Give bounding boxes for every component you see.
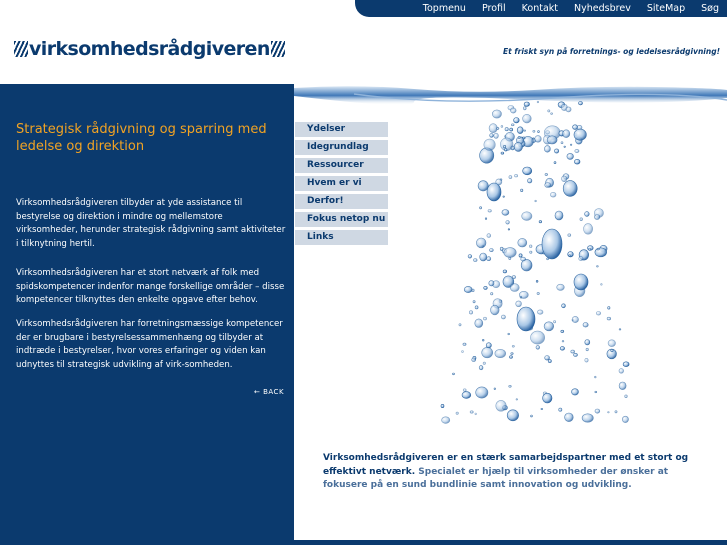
- bubble: [547, 136, 557, 144]
- bubble: [535, 200, 537, 202]
- bubble: [563, 130, 570, 138]
- bubble: [521, 189, 523, 192]
- logo-wordmark: virksomhedsrådgiveren: [29, 38, 270, 60]
- bubble: [542, 229, 562, 259]
- bubble: [480, 207, 482, 209]
- bubble: [585, 212, 590, 217]
- bubble: [491, 305, 500, 315]
- tagline: Et friskt syn på forretnings- og ledelsesrådgivning!: [503, 47, 720, 56]
- bubble: [463, 389, 466, 392]
- bubble: [509, 385, 512, 387]
- bubble: [456, 412, 458, 414]
- bubble: [516, 399, 518, 400]
- bubble: [479, 366, 483, 370]
- menu-derfor[interactable]: Derfor!: [295, 194, 388, 209]
- bubble: [503, 145, 505, 148]
- bubble: [585, 358, 588, 362]
- bubble: [536, 280, 538, 282]
- bubble: [571, 350, 575, 353]
- menu-ydelser[interactable]: Ydelser: [295, 122, 388, 137]
- bubble: [574, 159, 580, 164]
- bubble: [462, 392, 471, 399]
- bubble: [487, 257, 491, 261]
- bottom-summary-rest: Specialet er hjælp til virksomheder der ønsker at fokusere på en sund bundlinie samt innovation og udvikling.: [323, 466, 669, 490]
- bubble: [572, 389, 579, 395]
- bubble: [490, 249, 494, 252]
- bubble: [494, 388, 496, 390]
- bubble: [562, 340, 564, 342]
- bubble: [545, 173, 548, 175]
- bubble: [441, 404, 444, 407]
- bubble: [574, 129, 586, 140]
- bottom-summary-strong: Virksomhedsrådgiveren er en stærk samarbejdspartner med et stort og effektivt netværk.: [323, 453, 689, 477]
- bubble: [533, 138, 535, 139]
- bubble: [595, 391, 597, 393]
- bubble: [502, 210, 509, 216]
- bubble: [489, 124, 497, 133]
- bubble: [492, 110, 501, 118]
- bubble: [539, 221, 542, 223]
- bubble: [537, 292, 539, 294]
- bubble: [615, 411, 617, 413]
- bubble: [508, 333, 510, 335]
- bubble: [507, 410, 518, 421]
- bubble: [557, 284, 565, 290]
- bubble: [489, 281, 494, 286]
- logo-bars-right: [271, 41, 285, 57]
- bubble: [562, 176, 567, 182]
- bubble: [561, 142, 563, 144]
- bubble: [469, 311, 472, 314]
- bubble: [442, 417, 450, 424]
- site-logo[interactable]: [14, 37, 285, 61]
- bubble: [512, 345, 514, 347]
- bubble: [594, 215, 599, 220]
- bubble: [541, 408, 543, 409]
- bubble: [560, 347, 564, 351]
- bubble: [574, 274, 588, 290]
- bubble: [579, 102, 583, 105]
- bubble: [504, 248, 516, 258]
- bubble: [487, 234, 491, 238]
- bubble: [569, 255, 571, 257]
- bubble: [531, 331, 545, 344]
- bubble: [503, 270, 507, 273]
- bubble: [516, 301, 522, 307]
- bubble: [563, 181, 577, 197]
- nav-kontakt[interactable]: Kontakt: [521, 3, 559, 14]
- bubble: [520, 297, 522, 299]
- bubble: [517, 127, 523, 134]
- bubble: [518, 136, 520, 138]
- bubble: [473, 301, 475, 303]
- bubble: [529, 245, 532, 248]
- bubble: [509, 257, 511, 259]
- bubble: [517, 307, 535, 331]
- intro-paragraph: Virksomhedsrådgiveren tilbyder at yde assistance til bestyrelse og direktion i mindre og mellemstore virksomheder, herunder strategisk rådgivning samt aktiviteter i tilknytning hertil.: [16, 198, 286, 249]
- bubble: [574, 353, 578, 356]
- bubble: [530, 251, 532, 253]
- bubble: [511, 108, 517, 113]
- bubble: [463, 343, 466, 345]
- bubble: [495, 349, 506, 357]
- logo-bars-left: [14, 41, 28, 57]
- bubble: [487, 183, 501, 201]
- menu-links[interactable]: Links: [295, 230, 388, 245]
- bubble: [509, 176, 512, 179]
- bubble: [555, 211, 563, 220]
- bubble: [490, 134, 494, 138]
- bubble: [518, 238, 527, 247]
- bubble: [596, 312, 600, 316]
- bubble: [523, 167, 532, 175]
- bubble: [501, 152, 504, 154]
- bubble: [462, 351, 464, 353]
- bubble: [619, 369, 624, 374]
- bubble: [475, 306, 478, 309]
- content-panel: [0, 84, 294, 545]
- page-headline: Strategisk rådgivning og sparring med ledelse og direktion: [16, 122, 267, 154]
- bubble: [531, 415, 533, 417]
- menu-idegrundlag[interactable]: Idegrundlag: [295, 140, 388, 155]
- bubble: [483, 362, 485, 364]
- bubble: [586, 348, 588, 351]
- bubble: [483, 317, 486, 320]
- bubble: [514, 118, 520, 123]
- bubble: [554, 162, 556, 164]
- nav-profil[interactable]: Profil: [481, 3, 506, 14]
- bubble: [544, 146, 550, 153]
- bubble: [524, 102, 529, 106]
- bubble: [554, 321, 556, 323]
- bubble: [619, 382, 626, 390]
- bubble: [537, 310, 543, 314]
- bubble: [470, 411, 473, 413]
- bubble: [537, 101, 539, 103]
- bubble: [475, 413, 477, 415]
- menu-ressourcer[interactable]: Ressourcer: [295, 158, 388, 173]
- bubble: [608, 412, 610, 413]
- bubble: [464, 286, 472, 292]
- bubble: [524, 130, 526, 131]
- back-link[interactable]: ← BACK: [254, 388, 285, 396]
- board-paragraph: Virksomhedsrådgiveren har forretningsmæssige kompetencer der er brugbare i bestyrelsessammenhæng og tilbyder at indtræde i bestyrelser, hvor vores erfaringer og viden kan udnyttes til strategisk udvikling af virk-somheden.: [16, 319, 283, 370]
- bubble: [607, 317, 611, 320]
- bubble: [510, 356, 513, 359]
- bubble: [585, 340, 590, 345]
- bubble: [484, 139, 495, 150]
- bubble: [582, 414, 593, 422]
- bubble: [505, 128, 508, 131]
- bubble: [475, 319, 483, 328]
- bubble: [550, 192, 556, 197]
- bubble: [536, 346, 540, 350]
- bubble: [497, 128, 499, 130]
- bubble: [501, 315, 505, 319]
- bubble: [562, 304, 566, 308]
- bubble: [522, 212, 532, 221]
- bubble: [597, 266, 599, 268]
- bubble: [568, 234, 571, 237]
- bubble: [570, 144, 572, 145]
- bubble: [575, 149, 579, 152]
- bubble: [523, 114, 532, 123]
- top-nav-bar: [355, 0, 727, 17]
- bubble: [468, 255, 472, 259]
- bubble: [608, 340, 615, 347]
- menu-hvem-er-vi[interactable]: Hvem er vi: [295, 176, 388, 191]
- bubble: [538, 131, 540, 133]
- bottom-summary: [323, 452, 703, 493]
- bubble: [619, 329, 621, 330]
- top-nav: [415, 0, 727, 17]
- bubble: [505, 149, 507, 152]
- bubble: [510, 284, 519, 292]
- bubble: [453, 373, 455, 375]
- bubble: [533, 130, 535, 132]
- bubble: [503, 196, 505, 197]
- bubble: [482, 339, 484, 341]
- nav-sitemap[interactable]: SiteMap: [646, 3, 686, 14]
- bubble: [572, 316, 578, 322]
- bubble: [545, 356, 550, 361]
- bubble: [459, 324, 461, 326]
- bubble: [567, 153, 574, 159]
- bubble: [622, 416, 628, 422]
- bubble: [597, 248, 599, 250]
- bubble: [501, 125, 503, 127]
- bubble: [510, 128, 513, 131]
- bubble: [595, 248, 607, 257]
- nav-topmenu[interactable]: Topmenu: [422, 3, 466, 14]
- bubble: [484, 286, 488, 289]
- bubble: [551, 113, 553, 115]
- bubble: [601, 284, 603, 286]
- bubble: [554, 149, 558, 153]
- bubble: [514, 142, 522, 151]
- side-menu: [295, 122, 388, 248]
- bubble: [521, 257, 526, 261]
- bubble: [511, 353, 513, 355]
- bubble: [595, 376, 597, 378]
- network-paragraph: Virksomhedsrådgiveren har et stort netværk af folk med spidskompetencer indenfor mange forskellige områder – disse kompetencer tilknyttes den enkelte opgave efter behov.: [16, 268, 285, 305]
- bubble: [515, 174, 518, 177]
- bubble: [545, 183, 551, 188]
- bubble: [474, 259, 478, 262]
- bubble: [500, 247, 503, 250]
- bubble: [588, 248, 590, 250]
- bubble: [566, 107, 571, 112]
- bubble: [561, 330, 564, 332]
- bottom-border: [294, 540, 727, 545]
- bubble: [608, 307, 610, 310]
- bubble: [580, 218, 583, 221]
- bubble: [476, 387, 488, 398]
- bubble: [625, 395, 628, 398]
- bubble: [480, 253, 487, 261]
- menu-fokus-netop-nu[interactable]: Fokus netop nu: [295, 212, 388, 227]
- bubble: [528, 179, 532, 183]
- bubble: [583, 323, 588, 328]
- bubble: [543, 393, 552, 403]
- bubble: [491, 293, 493, 295]
- bubble: [611, 349, 614, 351]
- nav-nyhedsbrev[interactable]: Nyhedsbrev: [574, 3, 631, 14]
- bubble: [488, 210, 491, 213]
- bubble: [564, 146, 566, 147]
- bubble: [595, 409, 600, 413]
- bubble: [523, 137, 525, 139]
- bubble: [494, 133, 499, 138]
- bubble: [508, 229, 510, 230]
- bubble: [523, 107, 526, 110]
- bubble: [519, 254, 522, 257]
- bubble: [559, 408, 562, 411]
- bubble: [472, 358, 476, 362]
- bubble: [482, 347, 493, 357]
- bubble: [579, 257, 583, 261]
- bubble: [476, 238, 486, 248]
- bubble: [485, 218, 487, 220]
- bubble: [506, 221, 510, 225]
- bubble: [511, 124, 514, 126]
- bubble: [623, 362, 629, 367]
- bubble: [565, 413, 574, 422]
- bubble: [496, 400, 506, 411]
- bubble: [535, 136, 542, 143]
- bubble: [478, 181, 488, 191]
- bubble: [584, 224, 593, 235]
- bubble: [548, 110, 550, 112]
- nav-sog[interactable]: Søg: [701, 3, 719, 14]
- bubble: [544, 322, 554, 331]
